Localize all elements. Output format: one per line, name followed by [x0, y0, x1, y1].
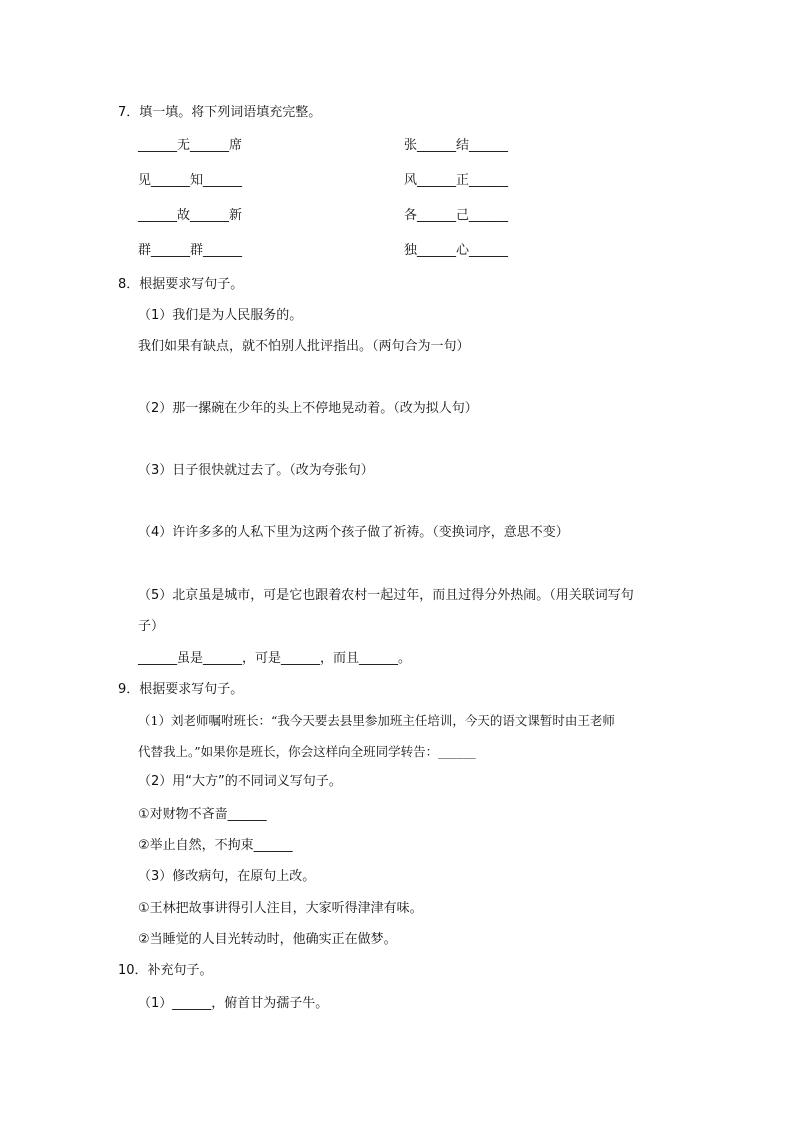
q9-sentence-2a: ①对财物不吝啬______: [138, 807, 267, 822]
q9-sentence-3: （3）修改病句，在原句上改。: [138, 869, 316, 884]
q7-word-left-2: 见______知______: [138, 173, 243, 188]
q7-word-right-3: 各______己______: [404, 208, 509, 223]
q9-sentence-1a: （1）刘老师嘱咐班长：“我今天要去县里参加班主任培训，今天的语文课暂时由王老师: [138, 713, 615, 728]
q7-word-right-4: 独______心______: [404, 243, 509, 258]
q9-sentence-2b: ②举止自然，不拘束______: [138, 838, 293, 853]
q8-sentence-5b: 子）: [138, 619, 165, 634]
q8-sentence-3: （3）日子很快就过去了。（改为夸张句）: [138, 463, 374, 478]
q7-title: 7．填一填。将下列词语填充完整。: [118, 105, 322, 120]
q8-sentence-5c: ______虽是______，可是______，而且______。: [138, 651, 412, 666]
q10-sentence-1: （1）______，俯首甘为孺子牛。: [138, 996, 329, 1011]
q9-sentence-2: （2）用“大方”的不同词义写句子。: [138, 774, 342, 789]
q7-word-right-1: 张______结______: [404, 138, 509, 153]
q7-word-left-4: 群______群______: [138, 243, 243, 258]
q9-sentence-3b: ②当睡觉的人目光转动时，他确实正在做梦。: [138, 932, 397, 947]
q8-sentence-1b: 我们如果有缺点，就不怕别人批评指出。（两句合为一句）: [138, 339, 470, 354]
q8-title: 8．根据要求写句子。: [118, 277, 244, 292]
q8-sentence-5a: （5）北京虽是城市，可是它也跟着农村一起过年，而且过得分外热闹。（用关联词写句: [138, 588, 634, 603]
q9-title: 9．根据要求写句子。: [118, 682, 244, 697]
q8-sentence-1a: （1）我们是为人民服务的。: [138, 308, 303, 323]
q7-word-left-1: ______无______席: [138, 138, 243, 153]
q8-sentence-4: （4）许许多多的人私下里为这两个孩子做了祈祷。（变换词序，意思不变）: [138, 525, 569, 540]
q9-sentence-3a: ①王林把故事讲得引人注目，大家听得津津有味。: [138, 901, 423, 916]
q9-sentence-1b: 代替我上。”如果你是班长，你会这样向全班同学转告：______: [138, 744, 476, 759]
q7-word-left-3: ______故______新: [138, 208, 243, 223]
q10-title: 10．补充句子。: [118, 963, 213, 978]
q8-sentence-2: （2）那一摞碗在少年的头上不停地晃动着。（改为拟人句）: [138, 401, 478, 416]
q7-word-right-2: 风______正______: [404, 173, 509, 188]
